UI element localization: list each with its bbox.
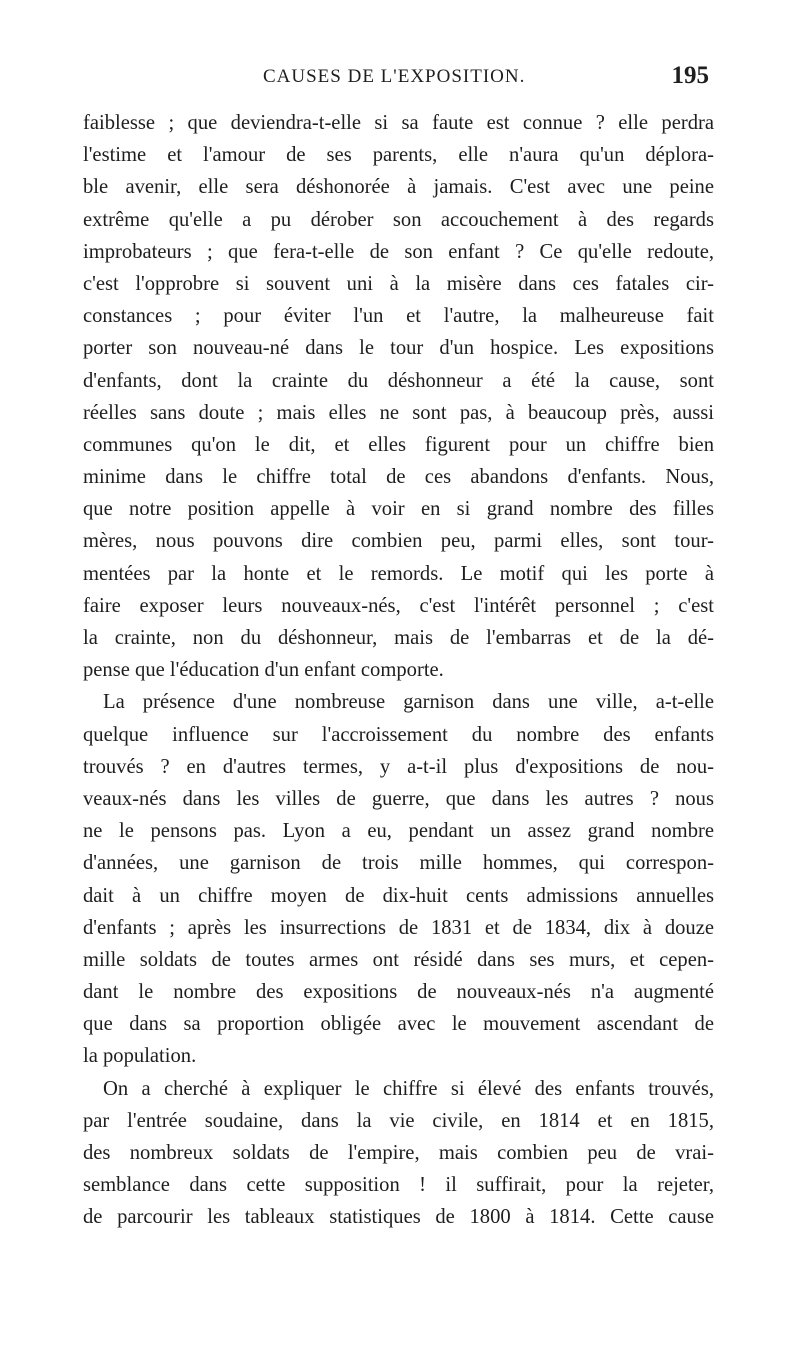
text-line: faiblesse ; que deviendra-t-elle si sa faute est connue ? elle perdra bbox=[83, 112, 714, 134]
text-line: que notre position appelle à voir en si grand nombre des filles bbox=[83, 498, 714, 521]
text-line: la crainte, non du déshonneur, mais de l'embarras et de la dé- bbox=[83, 627, 714, 649]
text-line: La présence d'une nombreuse garnison dans une ville, a-t-elle bbox=[103, 691, 714, 714]
text-line: trouvés ? en d'autres termes, y a-t-il plus d'expositions de nou- bbox=[83, 755, 714, 778]
text-line: faire exposer leurs nouveaux-nés, c'est l'intérêt personnel ; c'est bbox=[83, 594, 714, 617]
page-number: 195 bbox=[671, 62, 709, 89]
text-line: de parcourir les tableaux statistiques de 1800 à 1814. Cette cause bbox=[83, 1206, 714, 1229]
text-line: mères, nous pouvons dire combien peu, parmi elles, sont tour- bbox=[83, 530, 714, 553]
text-line: d'enfants ; après les insurrections de 1831 et de 1834, dix à douze bbox=[83, 916, 714, 939]
text-line: l'estime et l'amour de ses parents, elle n'aura qu'un déplora- bbox=[83, 144, 714, 167]
running-header bbox=[83, 62, 715, 98]
text-line: veaux-nés dans les villes de guerre, que dans les autres ? nous bbox=[83, 787, 714, 810]
text-line: la population. bbox=[83, 1045, 197, 1068]
text-line: dait à un chiffre moyen de dix-huit cents admissions annuelles bbox=[83, 884, 714, 907]
text-line: pense que l'éducation d'un enfant comporte. bbox=[83, 659, 444, 682]
text-line: mille soldats de toutes armes ont résidé dans ses murs, et cepen- bbox=[83, 948, 714, 971]
text-line: quelque influence sur l'accroissement du nombre des enfants bbox=[83, 723, 714, 746]
text-line: constances ; pour éviter l'un et l'autre, la malheureuse fait bbox=[83, 305, 714, 328]
text-line: réelles sans doute ; mais elles ne sont pas, à beaucoup près, aussi bbox=[83, 401, 714, 424]
text-line: c'est l'opprobre si souvent uni à la misère dans ces fatales cir- bbox=[83, 272, 714, 295]
text-line: dant le nombre des expositions de nouveaux-nés n'a augmenté bbox=[83, 981, 714, 1004]
running-title: CAUSES DE L'EXPOSITION. bbox=[263, 66, 526, 87]
text-line: mentées par la honte et le remords. Le motif qui les porte à bbox=[83, 562, 714, 585]
text-line: communes qu'on le dit, et elles figurent pour un chiffre bien bbox=[83, 433, 714, 456]
text-line: improbateurs ; que fera-t-elle de son enfant ? Ce qu'elle redoute, bbox=[83, 240, 714, 263]
text-line: ble avenir, elle sera déshonorée à jamais. C'est avec une peine bbox=[83, 176, 714, 199]
text-line: extrême qu'elle a pu dérober son accouchement à des regards bbox=[83, 208, 714, 231]
text-line: On a cherché à expliquer le chiffre si élevé des enfants trouvés, bbox=[103, 1077, 714, 1100]
text-line: d'enfants, dont la crainte du déshonneur a été la cause, sont bbox=[83, 369, 714, 392]
text-line: semblance dans cette supposition ! il suffirait, pour la rejeter, bbox=[83, 1174, 714, 1197]
text-line: d'années, une garnison de trois mille hommes, qui correspon- bbox=[83, 852, 714, 875]
text-line: par l'entrée soudaine, dans la vie civile, en 1814 et en 1815, bbox=[83, 1109, 714, 1132]
text-line: minime dans le chiffre total de ces abandons d'enfants. Nous, bbox=[83, 466, 714, 489]
text-line: porter son nouveau-né dans le tour d'un hospice. Les expositions bbox=[83, 337, 714, 360]
text-line: que dans sa proportion obligée avec le mouvement ascendant de bbox=[83, 1013, 714, 1036]
text-line: ne le pensons pas. Lyon a eu, pendant un assez grand nombre bbox=[83, 820, 714, 843]
text-line: des nombreux soldats de l'empire, mais combien peu de vrai- bbox=[83, 1142, 714, 1164]
body-text bbox=[83, 107, 714, 1234]
